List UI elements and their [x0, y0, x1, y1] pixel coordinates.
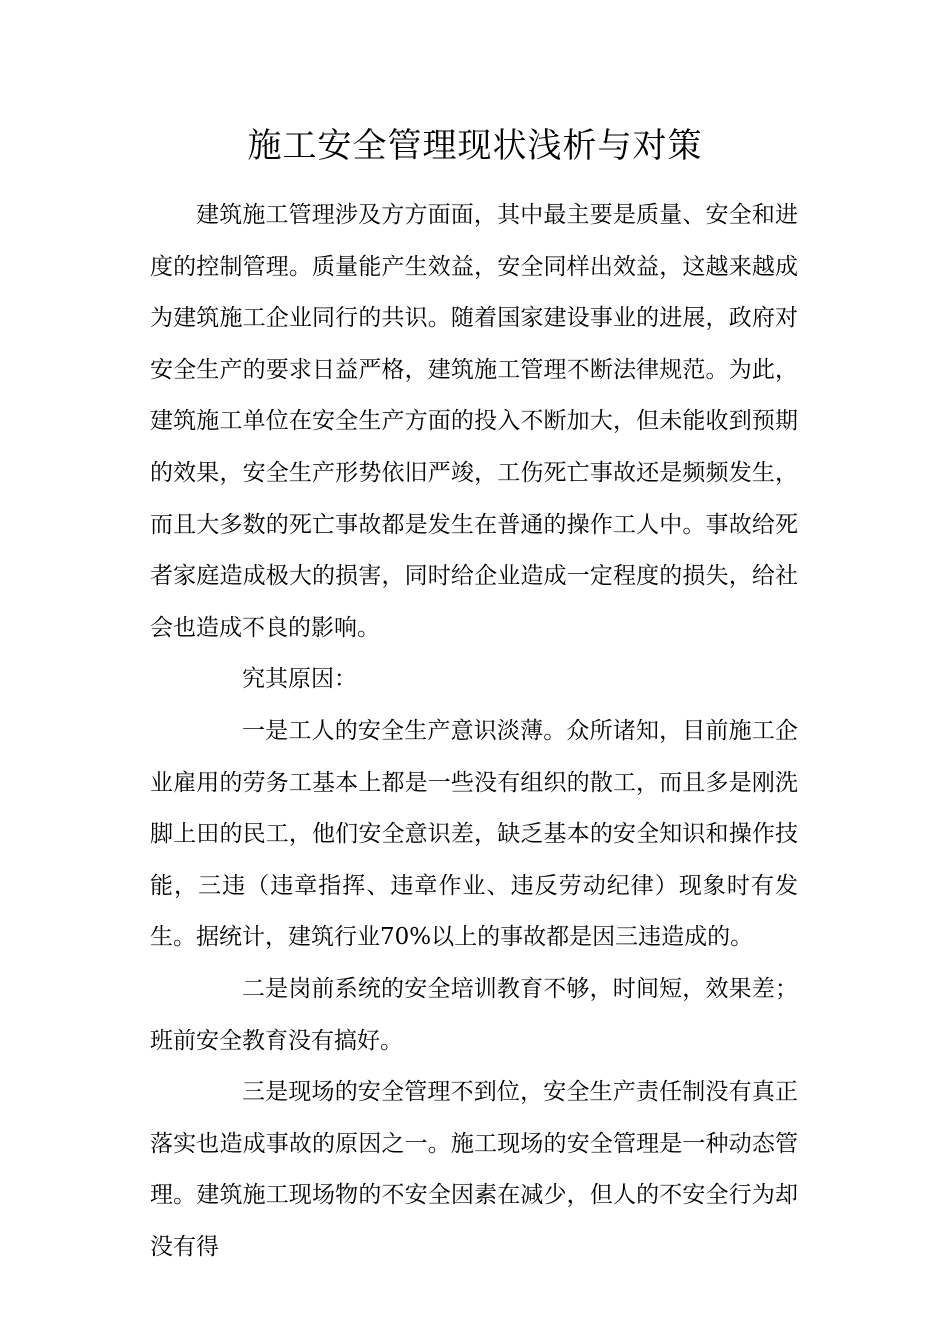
paragraph-cause-two: 二是岗前系统的安全培训教育不够，时间短，效果差；班前安全教育没有搞好。 [150, 975, 798, 1054]
paragraph-cause-heading: 究其原因： [242, 666, 357, 693]
paragraph-intro: 建筑施工管理涉及方方面面，其中最主要是质量、安全和进度的控制管理。质量能产生效益，安全同样出效益，这越来越成为建筑施工企业同行的共识。随着国家建设事业的进展，政府对安全生产的要求日益严格，建筑施工管理不断法律规范。为此，建筑施工单位在安全生产方面的投入不断加大，但未能收到预期的效果，安全生产形势依旧严竣，工伤死亡事故还是频频发生，而且大多数的死亡事故都是发生在普通的操作工人中。事故给死者家庭造成极大的损害，同时给企业造成一定程度的损失，给社会也造成不良的影响。 [150, 202, 798, 641]
paragraph-cause-one: 一是工人的安全生产意识淡薄。众所诸知，目前施工企业雇用的劳务工基本上都是一些没有组织的散工，而且多是刚洗脚上田的民工，他们安全意识差，缺乏基本的安全知识和操作技能，三违（违章指挥、违章作业、违反劳动纪律）现象时有发生。据统计，建筑行业70%以上的事故都是因三违造成的。 [150, 717, 798, 951]
page-title: 施工安全管理现状浅析与对策 [247, 126, 703, 166]
paragraph-cause-three: 三是现场的安全管理不到位，安全生产责任制没有真正落实也造成事故的原因之一。施工现场的安全管理是一种动态管理。建筑施工现场物的不安全因素在减少，但人的不安全行为却没有得 [150, 1079, 798, 1260]
document-body [150, 190, 798, 1273]
